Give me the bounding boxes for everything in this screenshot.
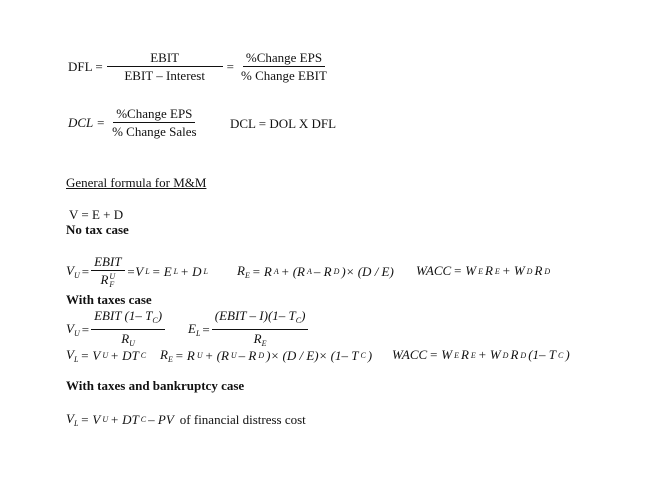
with-tax-el-formula: $E_L$ = $\frac{(EBIT - I)(1- T_C)}{R_E}$ <box>188 308 308 351</box>
dfl-numerator: EBIT <box>107 50 223 67</box>
dcl-denominator: % Change Sales <box>112 124 197 139</box>
with-tax-re-eq: = R <box>174 347 195 363</box>
with-tax-wacc-plus: + W <box>477 347 501 362</box>
dfl-formula <box>68 50 330 83</box>
with-tax-el-fraction: $\frac{(EBIT - I)(1- T_C)}{R_E}$ <box>212 308 309 351</box>
dcl-relation: DCL = DOL X DFL <box>230 116 337 131</box>
dcl-numerator: %Change EPS <box>113 106 195 123</box>
dfl-denominator: EBIT – Interest <box>124 68 205 83</box>
value-equation: V = E + D <box>69 207 124 222</box>
with-tax-wacc-tail: (1– T <box>528 347 556 362</box>
no-tax-vu-numerator: EBIT <box>91 254 124 271</box>
dfl-eps-numerator: %Change EPS <box>243 50 325 67</box>
no-tax-vu-fraction: EBIT R U F <box>91 254 124 289</box>
with-tax-el-denominator: R <box>253 331 262 346</box>
with-tax-vl-eq: = V <box>80 347 101 363</box>
with-tax-re-mid: + (R <box>204 347 229 363</box>
no-tax-re-rhs: = R <box>251 263 272 279</box>
with-tax-el-numerator: (EBIT – I)(1– T <box>214 308 296 323</box>
bankruptcy-vl-formula: $V_L$ = V U + DT C – PV of financial distress cost <box>66 411 306 428</box>
dfl-lhs: DFL = <box>68 58 103 74</box>
with-tax-vu-fraction: $\frac{EBIT (1- T_C)}{R_U}$ <box>91 308 165 351</box>
no-tax-vu-denominator: R <box>100 272 109 287</box>
bankruptcy-vl-eq: = V <box>80 411 101 427</box>
no-tax-re-formula: $R_E$ = R A + (R A – R D )× (D / E) <box>237 263 394 280</box>
with-tax-vu-numerator: EBIT (1– T <box>94 308 153 323</box>
dfl-fraction-ebit <box>107 50 223 83</box>
no-tax-wacc-rhs: = W <box>453 263 477 278</box>
no-tax-heading: No tax case <box>66 222 129 237</box>
with-tax-vu-formula: $V_U$ = $\frac{EBIT (1- T_C)}{R_U}$ <box>66 308 165 351</box>
dfl-equals: = <box>226 58 235 74</box>
dfl-eps-denominator: % Change EBIT <box>241 68 327 83</box>
with-tax-vl-formula: $V_L$ = V U + DT C <box>66 347 147 364</box>
with-tax-re-formula: $R_E$ = R U + (R U – R D )× (D / E)× (1– T C ) <box>160 347 373 364</box>
with-tax-vu-denominator: R <box>121 331 130 346</box>
with-tax-heading: With taxes case <box>66 292 152 307</box>
no-tax-wacc-plus: + W <box>501 263 525 278</box>
with-tax-re-tail: )× (D / E)× (1– T <box>266 347 359 363</box>
with-tax-wacc-rhs: = W <box>429 347 453 362</box>
dfl-fraction-eps <box>238 50 330 83</box>
no-tax-wacc-formula: WACC = W E R E + W D R D <box>416 263 551 278</box>
dcl-fraction <box>109 106 199 139</box>
bankruptcy-minus-pv: – PV <box>148 411 174 427</box>
no-tax-el: = E <box>151 263 172 279</box>
mm-heading: General formula for M&M <box>66 175 207 190</box>
bankruptcy-tail: of financial distress cost <box>179 411 306 427</box>
with-tax-vl-plus: + DT <box>110 347 139 363</box>
no-tax-dl: + D <box>180 263 202 279</box>
with-tax-wacc-formula: WACC = W E R E + W D R D (1– T C ) <box>392 347 570 362</box>
no-tax-re-tail: )× (D / E) <box>341 263 394 279</box>
dcl-formula <box>68 106 200 139</box>
no-tax-re-mid: + (R <box>280 263 305 279</box>
no-tax-vu-formula: $V_U$ = EBIT R U F =V L = E L + D L <box>66 254 208 290</box>
no-tax-wacc: WACC <box>416 263 452 278</box>
bankruptcy-heading: With taxes and bankruptcy case <box>66 378 245 393</box>
bankruptcy-vl-plus: + DT <box>110 411 139 427</box>
dcl-lhs: DCL = <box>68 114 106 130</box>
with-tax-wacc: WACC <box>392 347 428 362</box>
no-tax-vl-eq: =V <box>126 263 144 279</box>
no-tax-re-minus: – R <box>313 263 332 279</box>
with-tax-re-minus: – R <box>238 347 257 363</box>
